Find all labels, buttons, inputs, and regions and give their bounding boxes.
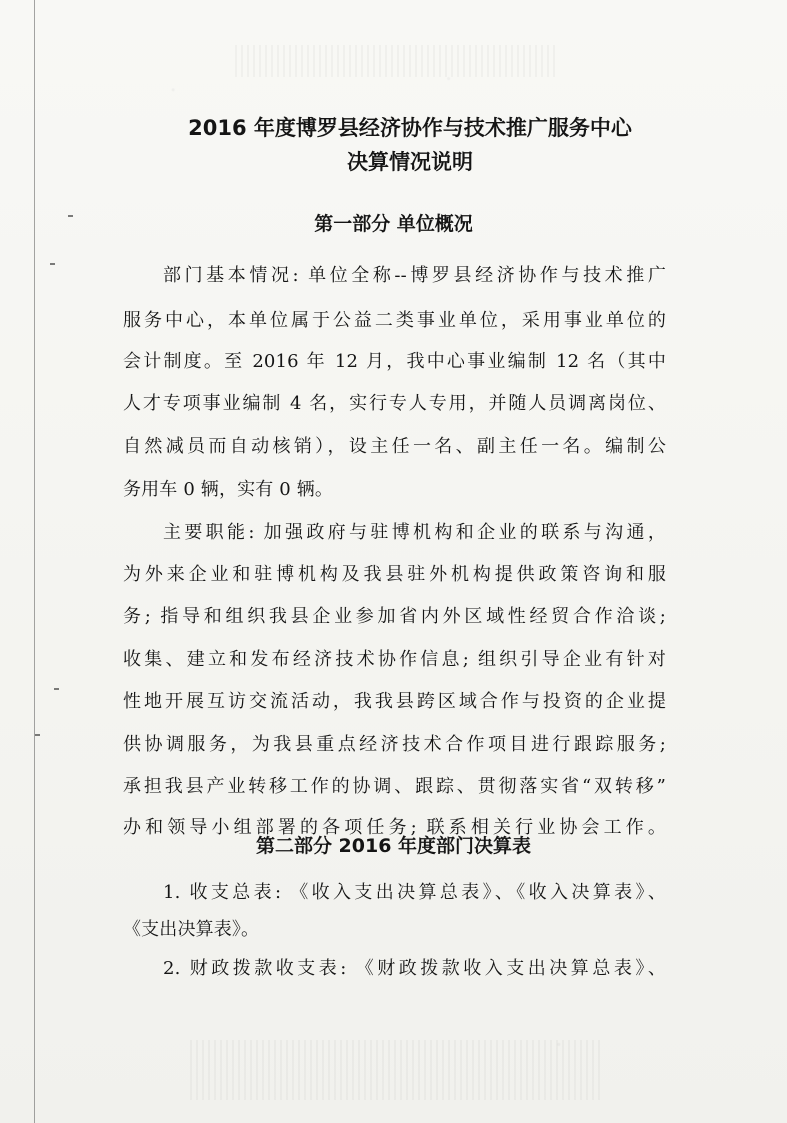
section-1-line-1: 部门基本情况: 单位全称--博罗县经济协作与技术推广 (163, 265, 666, 286)
section-1-line-3: 会计制度。至 2016 年 12 月，我中心事业编制 12 名（其中 (123, 351, 666, 372)
scan-noise-top (235, 45, 555, 77)
section-2-line-3: 2. 财政拨款收支表: 《财政拨款收入支出决算总表》、 (163, 958, 666, 979)
scan-mark-1 (50, 263, 55, 265)
section-1-line-7: 主要职能: 加强政府与驻博机构和企业的联系与沟通， (163, 522, 666, 543)
section-1-line-6: 务用车 0 辆，实有 0 辆。 (123, 479, 334, 500)
section-1-line-4: 人才专项事业编制 4 名，实行专人专用，并随人员调离岗位、 (123, 393, 666, 414)
scan-mark-2 (54, 688, 59, 690)
document-title-line-1: 2016 年度博罗县经济协作与技术推广服务中心 (188, 116, 632, 140)
section-1-line-10: 收集、建立和发布经济技术协作信息; 组织引导企业有针对 (123, 649, 666, 670)
section-1-line-14: 办和领导小组部署的各项任务; 联系相关行业协会工作。 (123, 817, 666, 838)
section-2-heading: 第二部分 2016 年度部门决算表 (255, 835, 532, 857)
section-1-line-8: 为外来企业和驻博机构及我县驻外机构提供政策咨询和服 (123, 564, 666, 585)
section-1-line-13: 承担我县产业转移工作的协调、跟踪、贯彻落实省“双转移” (123, 776, 666, 797)
scan-left-edge-line (34, 0, 35, 1123)
document-title-line-2: 决算情况说明 (347, 150, 473, 174)
section-1-line-5: 自然减员而自动核销），设主任一名、副主任一名。编制公 (123, 436, 666, 457)
section-1-line-12: 供协调服务，为我县重点经济技术合作项目进行跟踪服务; (123, 734, 666, 755)
section-2-line-1: 1. 收支总表: 《收入支出决算总表》、《收入决算表》、 (163, 882, 666, 903)
section-1-line-9: 务; 指导和组织我县企业参加省内外区域性经贸合作洽谈; (123, 606, 666, 627)
scan-mark-3 (35, 734, 40, 736)
section-1-line-2: 服务中心，本单位属于公益二类事业单位，采用事业单位的 (123, 310, 666, 331)
section-1-line-11: 性地开展互访交流活动，我我县跨区域合作与投资的企业提 (123, 691, 666, 712)
scan-noise-bottom (190, 1040, 600, 1100)
section-1-heading: 第一部分 单位概况 (314, 213, 473, 235)
section-2-line-2: 《支出决算表》。 (123, 919, 260, 940)
